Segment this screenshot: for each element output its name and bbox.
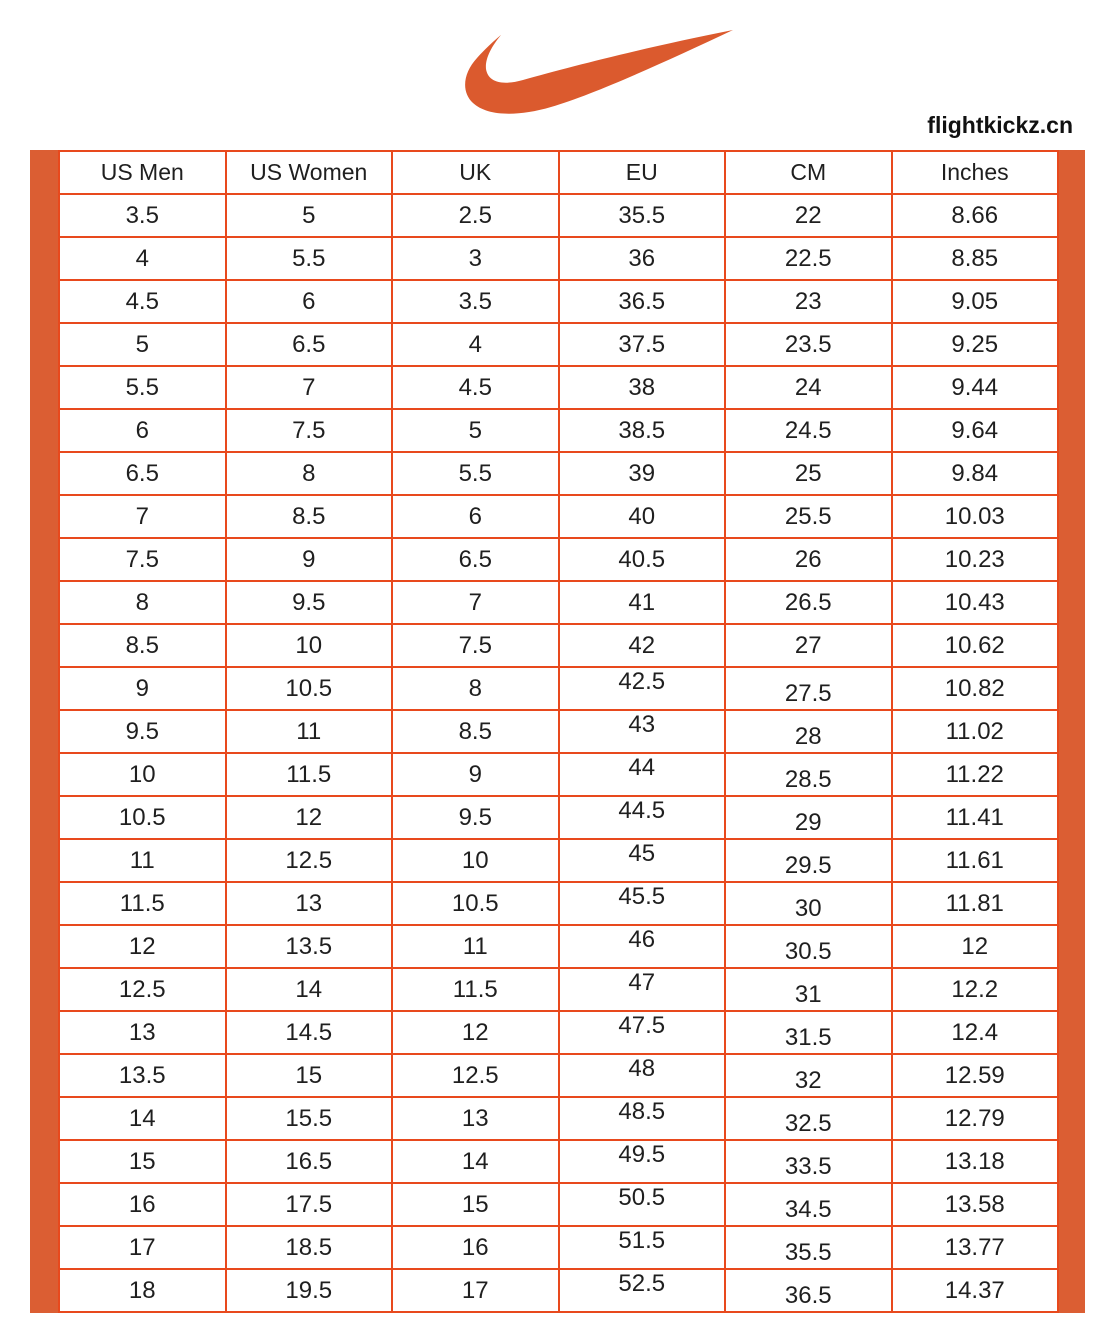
table-cell: 3 <box>392 237 559 280</box>
table-row <box>59 1269 1058 1312</box>
table-cell: 11 <box>226 710 393 753</box>
table-cell: 49.5 <box>559 1140 726 1183</box>
column-header: UK <box>392 151 559 194</box>
table-cell: 31 <box>725 968 892 1011</box>
table-row <box>59 280 1058 323</box>
table-cell: 7 <box>392 581 559 624</box>
table-cell: 34.5 <box>725 1183 892 1226</box>
table-cell: 38 <box>559 366 726 409</box>
table-cell: 42.5 <box>559 667 726 710</box>
table-cell: 17.5 <box>226 1183 393 1226</box>
table-cell: 7.5 <box>392 624 559 667</box>
table-cell: 26.5 <box>725 581 892 624</box>
table-cell: 13.5 <box>226 925 393 968</box>
table-cell: 45 <box>559 839 726 882</box>
table-cell: 11.22 <box>892 753 1059 796</box>
column-header: US Men <box>59 151 226 194</box>
table-body <box>59 194 1058 1312</box>
table-cell: 36.5 <box>559 280 726 323</box>
size-conversion-table <box>58 150 1059 1313</box>
table-cell: 13.58 <box>892 1183 1059 1226</box>
table-cell: 31.5 <box>725 1011 892 1054</box>
table-cell: 13 <box>392 1097 559 1140</box>
table-cell: 11.5 <box>392 968 559 1011</box>
table-cell: 12.5 <box>392 1054 559 1097</box>
table-row <box>59 1097 1058 1140</box>
table-cell: 10.23 <box>892 538 1059 581</box>
table-row <box>59 1140 1058 1183</box>
table-cell: 13 <box>59 1011 226 1054</box>
table-cell: 12.5 <box>59 968 226 1011</box>
table-cell: 16 <box>392 1226 559 1269</box>
table-cell: 6 <box>59 409 226 452</box>
table-cell: 6.5 <box>59 452 226 495</box>
table-cell: 9.84 <box>892 452 1059 495</box>
table-cell: 6 <box>226 280 393 323</box>
column-header: US Women <box>226 151 393 194</box>
table-cell: 16.5 <box>226 1140 393 1183</box>
table-row <box>59 796 1058 839</box>
table-cell: 40 <box>559 495 726 538</box>
table-row <box>59 581 1058 624</box>
table-cell: 12.59 <box>892 1054 1059 1097</box>
table-cell: 11.61 <box>892 839 1059 882</box>
table-cell: 18 <box>59 1269 226 1312</box>
table-row <box>59 839 1058 882</box>
table-cell: 27.5 <box>725 667 892 710</box>
table-cell: 13 <box>226 882 393 925</box>
table-row <box>59 1226 1058 1269</box>
table-cell: 36 <box>559 237 726 280</box>
table-cell: 9.5 <box>392 796 559 839</box>
table-cell: 39 <box>559 452 726 495</box>
table-row <box>59 925 1058 968</box>
table-cell: 10.43 <box>892 581 1059 624</box>
table-cell: 10.5 <box>392 882 559 925</box>
column-header: CM <box>725 151 892 194</box>
table-cell: 47 <box>559 968 726 1011</box>
table-cell: 7.5 <box>59 538 226 581</box>
table-cell: 14.5 <box>226 1011 393 1054</box>
table-cell: 27 <box>725 624 892 667</box>
table-cell: 11 <box>59 839 226 882</box>
table-cell: 47.5 <box>559 1011 726 1054</box>
table-cell: 36.5 <box>725 1269 892 1312</box>
table-cell: 14 <box>59 1097 226 1140</box>
table-cell: 10 <box>392 839 559 882</box>
table-cell: 10.82 <box>892 667 1059 710</box>
table-cell: 23.5 <box>725 323 892 366</box>
table-cell: 35.5 <box>725 1226 892 1269</box>
table-cell: 12.5 <box>226 839 393 882</box>
table-cell: 2.5 <box>392 194 559 237</box>
right-accent-bar <box>1059 150 1085 1313</box>
table-cell: 5 <box>392 409 559 452</box>
table-cell: 15 <box>226 1054 393 1097</box>
table-row <box>59 366 1058 409</box>
table-row <box>59 667 1058 710</box>
table-cell: 28.5 <box>725 753 892 796</box>
table-cell: 4 <box>59 237 226 280</box>
table-cell: 10 <box>226 624 393 667</box>
table-cell: 12.4 <box>892 1011 1059 1054</box>
header-row <box>59 151 1058 194</box>
table-cell: 52.5 <box>559 1269 726 1312</box>
table-cell: 4 <box>392 323 559 366</box>
table-row <box>59 1183 1058 1226</box>
table-cell: 11.02 <box>892 710 1059 753</box>
table-cell: 50.5 <box>559 1183 726 1226</box>
table-cell: 11.41 <box>892 796 1059 839</box>
table-cell: 12 <box>392 1011 559 1054</box>
table-cell: 25.5 <box>725 495 892 538</box>
table-cell: 48 <box>559 1054 726 1097</box>
table-cell: 14 <box>226 968 393 1011</box>
table-cell: 44 <box>559 753 726 796</box>
table-cell: 35.5 <box>559 194 726 237</box>
table-cell: 45.5 <box>559 882 726 925</box>
table-cell: 4.5 <box>392 366 559 409</box>
table-row <box>59 194 1058 237</box>
table-cell: 11.5 <box>226 753 393 796</box>
table-row <box>59 538 1058 581</box>
table-cell: 11.81 <box>892 882 1059 925</box>
left-accent-bar <box>30 150 58 1313</box>
table-cell: 10.5 <box>59 796 226 839</box>
table-cell: 8.5 <box>226 495 393 538</box>
table-cell: 41 <box>559 581 726 624</box>
table-cell: 32 <box>725 1054 892 1097</box>
table-cell: 12 <box>892 925 1059 968</box>
table-cell: 13.77 <box>892 1226 1059 1269</box>
table-cell: 9.5 <box>59 710 226 753</box>
table-cell: 51.5 <box>559 1226 726 1269</box>
table-row <box>59 624 1058 667</box>
table-cell: 11 <box>392 925 559 968</box>
table-cell: 10.62 <box>892 624 1059 667</box>
table-cell: 3.5 <box>59 194 226 237</box>
table-cell: 28 <box>725 710 892 753</box>
table-cell: 48.5 <box>559 1097 726 1140</box>
table-cell: 7 <box>59 495 226 538</box>
table-cell: 24.5 <box>725 409 892 452</box>
table-cell: 38.5 <box>559 409 726 452</box>
table-cell: 8.66 <box>892 194 1059 237</box>
table-cell: 43 <box>559 710 726 753</box>
table-cell: 42 <box>559 624 726 667</box>
table-cell: 17 <box>59 1226 226 1269</box>
table-cell: 3.5 <box>392 280 559 323</box>
size-table-container <box>30 150 1085 1313</box>
table-cell: 8 <box>392 667 559 710</box>
table-cell: 9.64 <box>892 409 1059 452</box>
table-cell: 22.5 <box>725 237 892 280</box>
table-cell: 15 <box>59 1140 226 1183</box>
table-cell: 5.5 <box>392 452 559 495</box>
table-cell: 19.5 <box>226 1269 393 1312</box>
table-cell: 10.03 <box>892 495 1059 538</box>
table-cell: 13.5 <box>59 1054 226 1097</box>
table-cell: 8.5 <box>59 624 226 667</box>
table-cell: 10.5 <box>226 667 393 710</box>
table-row <box>59 1011 1058 1054</box>
table-cell: 44.5 <box>559 796 726 839</box>
table-cell: 26 <box>725 538 892 581</box>
table-cell: 6.5 <box>392 538 559 581</box>
table-cell: 15 <box>392 1183 559 1226</box>
table-cell: 9.25 <box>892 323 1059 366</box>
table-cell: 5.5 <box>59 366 226 409</box>
table-cell: 12 <box>59 925 226 968</box>
table-cell: 23 <box>725 280 892 323</box>
table-cell: 13.18 <box>892 1140 1059 1183</box>
table-cell: 11.5 <box>59 882 226 925</box>
column-header: Inches <box>892 151 1059 194</box>
table-cell: 5 <box>226 194 393 237</box>
table-cell: 30.5 <box>725 925 892 968</box>
table-cell: 17 <box>392 1269 559 1312</box>
table-cell: 40.5 <box>559 538 726 581</box>
table-cell: 5 <box>59 323 226 366</box>
table-row <box>59 495 1058 538</box>
table-cell: 25 <box>725 452 892 495</box>
table-cell: 9.5 <box>226 581 393 624</box>
table-row <box>59 237 1058 280</box>
table-cell: 32.5 <box>725 1097 892 1140</box>
table-cell: 8 <box>59 581 226 624</box>
table-row <box>59 452 1058 495</box>
table-row <box>59 1054 1058 1097</box>
table-cell: 9.44 <box>892 366 1059 409</box>
table-row <box>59 753 1058 796</box>
table-cell: 7 <box>226 366 393 409</box>
table-row <box>59 323 1058 366</box>
table-cell: 33.5 <box>725 1140 892 1183</box>
table-cell: 14 <box>392 1140 559 1183</box>
table-cell: 14.37 <box>892 1269 1059 1312</box>
table-cell: 4.5 <box>59 280 226 323</box>
table-cell: 46 <box>559 925 726 968</box>
nike-swoosh-icon <box>455 28 733 122</box>
table-cell: 29 <box>725 796 892 839</box>
table-cell: 15.5 <box>226 1097 393 1140</box>
table-cell: 29.5 <box>725 839 892 882</box>
table-row <box>59 710 1058 753</box>
table-cell: 8.85 <box>892 237 1059 280</box>
table-cell: 9 <box>392 753 559 796</box>
table-row <box>59 968 1058 1011</box>
table-cell: 16 <box>59 1183 226 1226</box>
table-cell: 8 <box>226 452 393 495</box>
table-cell: 18.5 <box>226 1226 393 1269</box>
table-cell: 24 <box>725 366 892 409</box>
table-cell: 12.79 <box>892 1097 1059 1140</box>
table-cell: 22 <box>725 194 892 237</box>
column-header: EU <box>559 151 726 194</box>
table-cell: 37.5 <box>559 323 726 366</box>
table-cell: 9.05 <box>892 280 1059 323</box>
table-cell: 10 <box>59 753 226 796</box>
table-row <box>59 882 1058 925</box>
table-cell: 5.5 <box>226 237 393 280</box>
table-cell: 9 <box>226 538 393 581</box>
table-cell: 12.2 <box>892 968 1059 1011</box>
table-cell: 12 <box>226 796 393 839</box>
table-cell: 7.5 <box>226 409 393 452</box>
table-cell: 6 <box>392 495 559 538</box>
watermark-text: flightkickz.cn <box>927 112 1073 138</box>
table-row <box>59 409 1058 452</box>
table-cell: 9 <box>59 667 226 710</box>
table-cell: 8.5 <box>392 710 559 753</box>
table-cell: 6.5 <box>226 323 393 366</box>
table-cell: 30 <box>725 882 892 925</box>
